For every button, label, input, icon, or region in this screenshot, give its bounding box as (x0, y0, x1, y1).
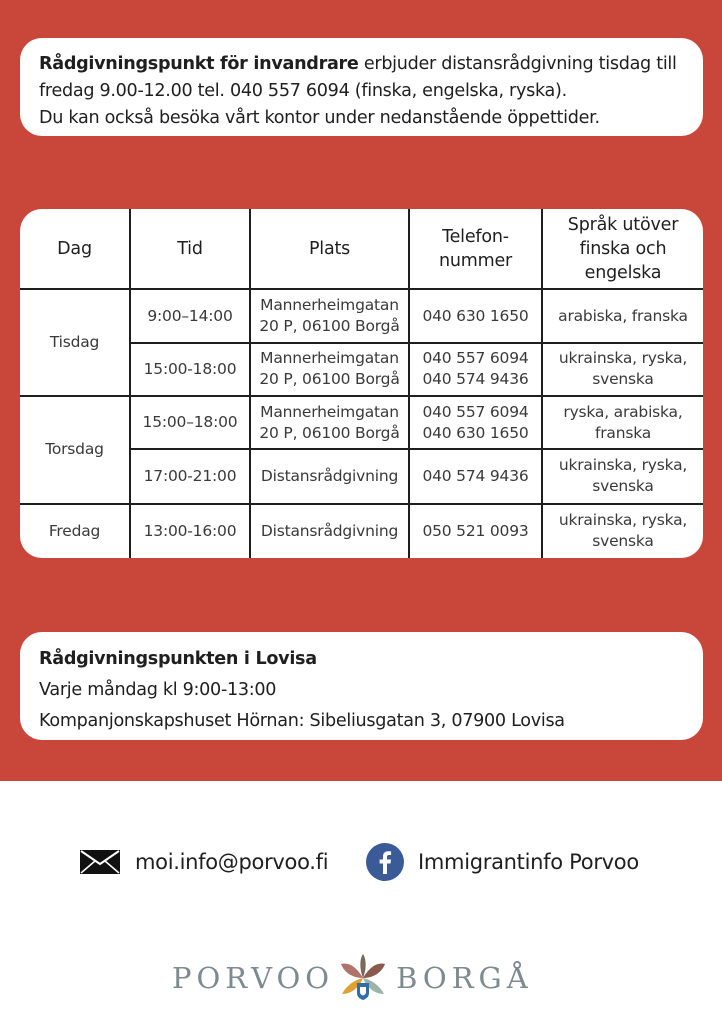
day-cell: Tisdag (20, 289, 130, 396)
time-cell: 13:00-16:00 (130, 504, 250, 558)
table-header-row (20, 209, 703, 289)
city-emblem-icon (336, 952, 390, 1004)
header-languages: Språk utöver finska och engelska (542, 209, 703, 289)
time-cell: 15:00-18:00 (130, 343, 250, 396)
logo-word-porvoo: PORVOO (172, 961, 335, 995)
languages-cell: ukrainska, ryska, svenska (542, 343, 703, 396)
place-cell: Distansrådgivning (250, 504, 409, 558)
table-row (20, 504, 703, 558)
place-cell: Distansrådgivning (250, 449, 409, 503)
lovisa-address: Kompanjonskapshuset Hörnan: Sibeliusgatan 3, 07900 Lovisa (39, 711, 565, 731)
phone-cell: 040 574 9436 (409, 449, 542, 503)
email-contact[interactable] (80, 842, 328, 882)
lovisa-card (20, 632, 703, 740)
languages-cell: ukrainska, ryska, svenska (542, 504, 703, 558)
envelope-icon (80, 850, 120, 874)
header-time: Tid (130, 209, 250, 289)
header-phone: Telefon- nummer (409, 209, 542, 289)
email-address[interactable]: moi.info@porvoo.fi (135, 850, 329, 874)
day-cell: Torsdag (20, 396, 130, 504)
lovisa-hours: Varje måndag kl 9:00-13:00 (39, 680, 277, 700)
porvoo-borga-logo (172, 950, 552, 1006)
phone-cell: 040 630 1650 (409, 289, 542, 342)
header-place: Plats (250, 209, 409, 289)
schedule-table-card (20, 209, 703, 558)
time-cell: 15:00–18:00 (130, 396, 250, 449)
place-cell: Mannerheimgatan 20 P, 06100 Borgå (250, 343, 409, 396)
languages-cell: arabiska, franska (542, 289, 703, 342)
time-cell: 9:00–14:00 (130, 289, 250, 342)
place-cell: Mannerheimgatan 20 P, 06100 Borgå (250, 289, 409, 342)
phone-cell: 050 521 0093 (409, 504, 542, 558)
intro-line-1-rest: erbjuder distansrådgivning tisdag till (358, 54, 677, 74)
languages-cell: ukrainska, ryska, svenska (542, 449, 703, 503)
phone-cell: 040 557 6094 040 630 1650 (409, 396, 542, 449)
languages-cell: ryska, arabiska, franska (542, 396, 703, 449)
intro-line-3: Du kan också besöka vårt kontor under nedanstående öppettider. (39, 108, 600, 128)
facebook-page-name[interactable]: Immigrantinfo Porvoo (418, 850, 639, 874)
phone-cell: 040 557 6094 040 574 9436 (409, 343, 542, 396)
intro-card (20, 38, 703, 136)
place-cell: Mannerheimgatan 20 P, 06100 Borgå (250, 396, 409, 449)
table-row (20, 289, 703, 342)
intro-line-1 (39, 51, 684, 78)
logo-word-borga: BORGÅ (396, 961, 533, 995)
schedule-table (20, 209, 703, 558)
intro-title: Rådgivningspunkt för invandrare (39, 54, 359, 74)
header-day: Dag (20, 209, 130, 289)
intro-line-2: fredag 9.00-12.00 tel. 040 557 6094 (finska, engelska, ryska). (39, 81, 567, 101)
table-row (20, 396, 703, 449)
day-cell: Fredag (20, 504, 130, 558)
facebook-contact[interactable] (366, 842, 639, 882)
facebook-icon (366, 843, 404, 881)
lovisa-title: Rådgivningspunkten i Lovisa (39, 649, 317, 669)
time-cell: 17:00-21:00 (130, 449, 250, 503)
